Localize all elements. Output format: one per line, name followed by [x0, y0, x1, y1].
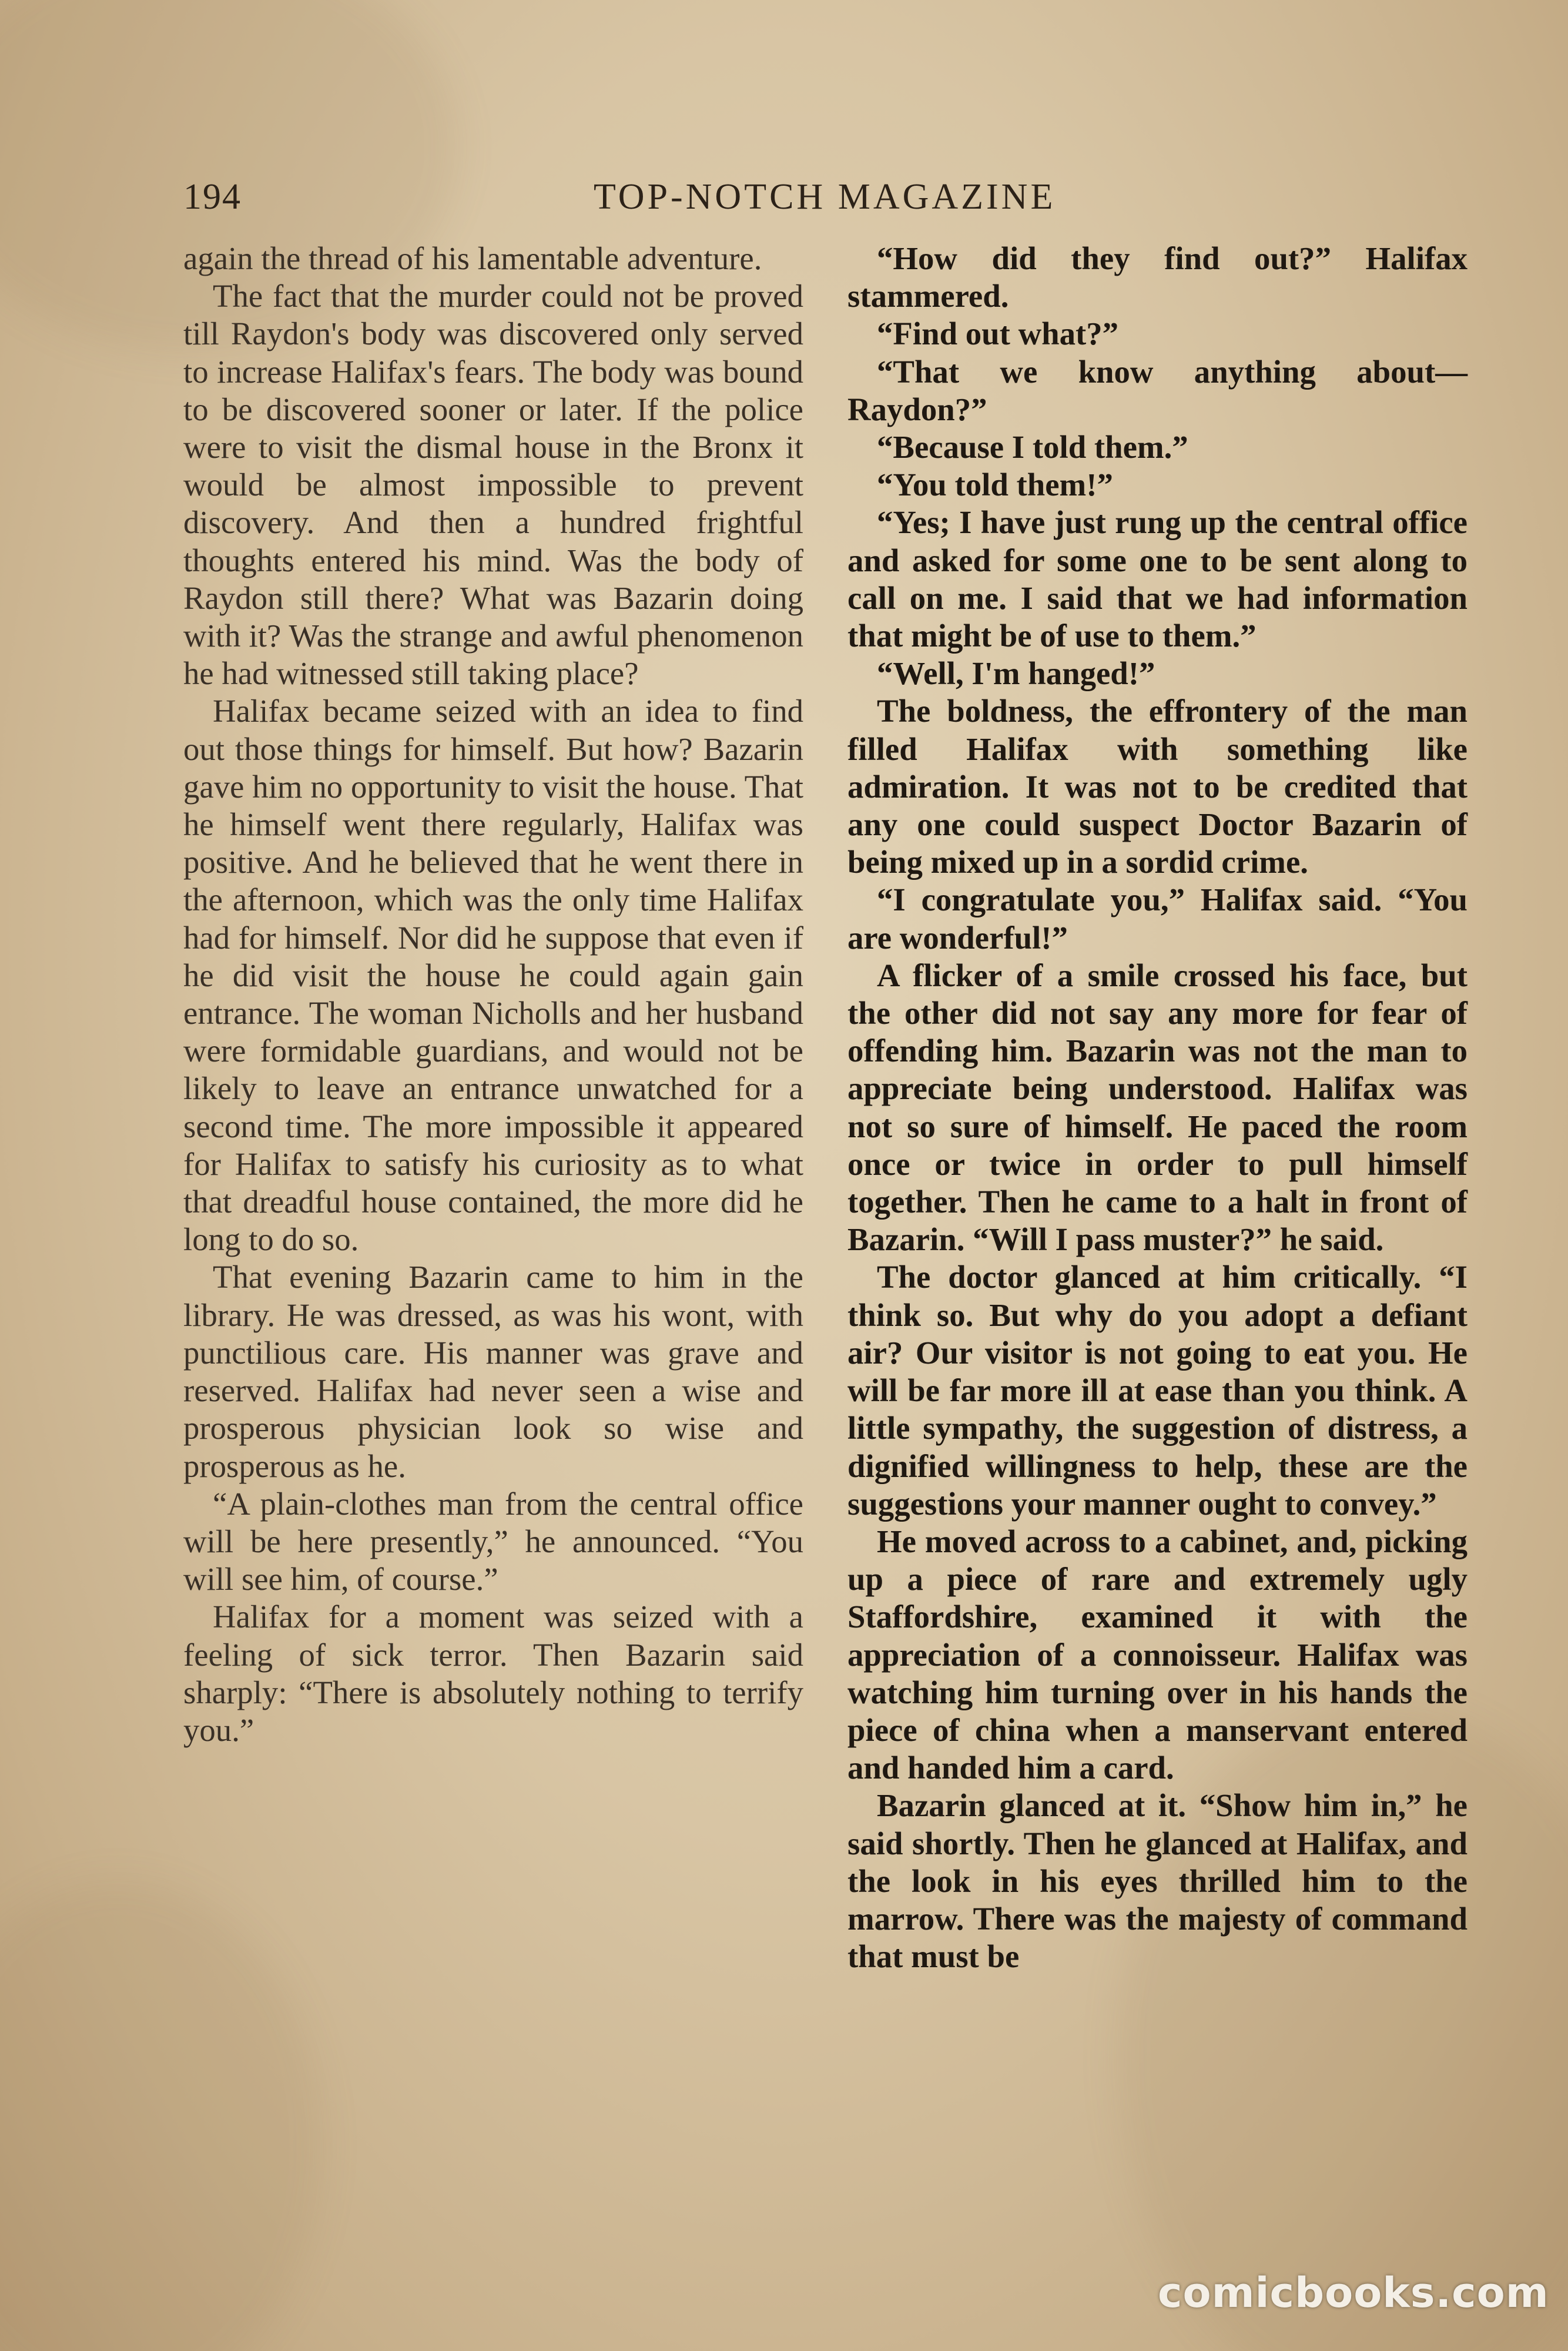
paragraph: Halifax for a moment was seized with a feeling of sick terror. Then Bazarin said sharply: “There is absolutely nothing to terrify you.”: [183, 1599, 803, 1748]
page-header: [0, 176, 1568, 235]
paragraph: A flicker of a smile crossed his face, but the other did not say any more for fear of offending him. Bazarin was not the man to appreciate being understood. Halifax was not so sure of himself. He paced the room once or twice in order to pull himself together. Then he came to a halt in front of Bazarin. “Will I pass muster?” he said.: [847, 957, 1468, 1258]
left-text-column: [183, 240, 803, 1749]
paragraph: “Well, I'm hanged!”: [877, 655, 1155, 692]
watermark: comicbooks.com: [1158, 2269, 1549, 2317]
paragraph: again the thread of his lamentable adventure.: [183, 240, 762, 276]
running-head: TOP-NOTCH MAGAZINE: [594, 177, 1056, 217]
paragraph: The doctor glanced at him critically. “I think so. But why do you adopt a defiant air? Our visitor is not going to eat you. He will be far more ill at ease than you think. A little sympathy, the suggestion of distress, a dignified willingness to help, these are the suggestions your manner ought to convey.”: [847, 1259, 1468, 1522]
paragraph: “How did they find out?” Halifax stammered.: [847, 240, 1468, 314]
paragraph: The fact that the murder could not be proved till Raydon's body was discovered only served to increase Halifax's fears. The body was bound to be discovered sooner or later. If the police were to visit the dismal house in the Bronx it would be almost impossible to prevent discovery. And then a hundred frightful thoughts entered his mind. Was the body of Raydon still there? What was Bazarin doing with it? Was the strange and awful phenomenon he had witnessed still taking place?: [183, 278, 803, 692]
page-stain: [0, 1881, 323, 2351]
right-text-column: [847, 240, 1468, 1975]
paragraph: “That we know anything about—Raydon?”: [847, 353, 1468, 427]
paragraph: Halifax became seized with an idea to find out those things for himself. But how? Bazarin gave him no opportunity to visit the house. That he himself went there regularly, Halifax was positive. And he believed that he went there in the afternoon, which was the only time Halifax had for himself. Nor did he suppose that even if he did visit the house he could again gain entrance. The woman Nicholls and her husband were formidable guardians, and would not be likely to leave an entrance unwatched for a second time. The more impossible it appeared for Halifax to satisfy his curiosity as to what that dreadful house contained, the more did he long to do so.: [183, 693, 803, 1258]
paragraph: “You told them!”: [877, 467, 1113, 503]
paragraph: “A plain-clothes man from the central office will be here presently,” he announced. “You will see him, of course.”: [183, 1485, 803, 1598]
page-number: 194: [183, 177, 242, 217]
paragraph: Bazarin glanced at it. “Show him in,” he said shortly. Then he glanced at Halifax, and the look in his eyes thrilled him to the marrow. There was the majesty of command that must be: [847, 1787, 1468, 1975]
paragraph: “Because I told them.”: [877, 429, 1188, 465]
paragraph: That evening Bazarin came to him in the library. He was dressed, as was his wont, with punctilious care. His manner was grave and reserved. Halifax had never seen a wise and prosperous physician look so wise and prosperous as he.: [183, 1259, 803, 1484]
paragraph: “Find out what?”: [877, 316, 1119, 352]
paragraph: “I congratulate you,” Halifax said. “You are wonderful!”: [847, 882, 1468, 956]
paragraph: “Yes; I have just rung up the central office and asked for some one to be sent along to call on me. I said that we had information that might be of use to them.”: [847, 504, 1468, 654]
paragraph: He moved across to a cabinet, and, picking up a piece of rare and extremely ugly Staffordshire, examined it with the appreciation of a connoisseur. Halifax was watching him turning over in his hands the piece of china when a manservant entered and handed him a card.: [847, 1523, 1468, 1786]
paragraph: The boldness, the effrontery of the man filled Halifax with something like admiration. It was not to be credited that any one could suspect Doctor Bazarin of being mixed up in a sordid crime.: [847, 693, 1468, 880]
